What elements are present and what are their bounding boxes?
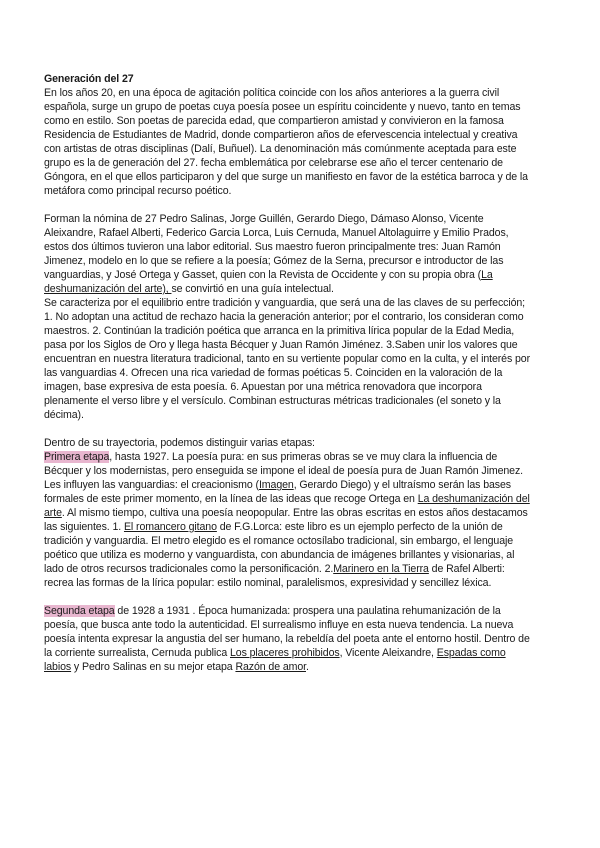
paragraph-gap [44,198,534,212]
underlined-title: La deshumanización del arte [44,493,530,519]
paragraph-stages-intro: Dentro de su trayectoria, podemos distinguir varias etapas: [44,437,315,449]
underlined-title: Los placeres prohibidos [230,647,340,659]
text-segment: , Gerardo Diego) y el ultraísmo serán las bases formales de este primer momento, en la línea de las ideas que recoge Ortega en [44,479,511,505]
text-segment: se convirtió en una guía intelectual. [171,283,334,295]
text-segment: de Rafel Alberti: recrea las formas de la lírica popular: estilo nominal, paralelismos, expresividad y sencillez léxica. [44,563,505,589]
paragraph-characteristics: Se caracteriza por el equilibrio entre tradición y vanguardia, que será una de las claves de su perfección; 1. No adoptan una actitud de rechazo hacia la generación anterior; por el contrario, los consideran como maestros. 2. Continúan la tradición poética que arranca en la primitiva lírica popular de la Edad Media, pasa por los Siglos de Oro y llega hasta Bécquer y Juan Ramón Jiménez. 3.Saben unir los valores que encuentran en nuestra literatura tradicional, tanto en su vertiente popular como en la culta, y el interés por las vanguardias 4. Ofrecen una rica variedad de formas poéticas 5. Coinciden en la valoración de la imagen, base expresiva de esta poesía. 6. Apuestan por una métrica renovadora que incorpora plenamente el verso libre y el versículo. Combinan estructuras métricas tradicionales (el soneto y la décima). [44,297,531,421]
document-title: Generación del 27 [44,73,134,85]
text-segment: . Al mismo tiempo, cultiva una poesía neopopular. Entre las obras escritas en estos años destacamos las siguientes. 1. [44,507,528,533]
underlined-title: Razón de amor [235,661,306,673]
text-segment: de 1928 a 1931 . Época humanizada: prospera una paulatina rehumanización de la poesía, que busca ante todo la autenticidad. El surrealismo influye en esta nueva tendencia. La nueva poesía intenta expresar la angustia del ser humano, la rebeldía del poeta ante el entorno hostil. Dentro de la corriente surrealista, Cernuda publica [44,605,530,659]
highlight-first-stage: Primera etapa [44,451,110,463]
underlined-title: Marinero en la Tierra [333,563,429,575]
text-segment: , Vicente Aleixandre, [339,647,437,659]
paragraph-intro: En los años 20, en una época de agitación política coincide con los años anteriores a la guerra civil española, surge un grupo de poetas cuya poesía posee un espíritu coincidente y nuevo, tanto en temas como en estilo. Son poetas de parecida edad, que compartieron amistad y convivieron en la famosa Residencia de Estudiantes de Madrid, donde compartieron años de efervescencia intelectual y creativa con artistas de otras disciplinas (Dalí, Buñuel). La denominación más comúnmente aceptada para este grupo es la de generación del 27. fecha emblemática por celebrarse ese año el tercer centenario de Góngora, en el que ellos participaron y del que surge un manifiesto en favor de la estética barroca y de la metáfora como principal recurso poético. [44,87,528,197]
underlined-title: El romancero gitano [123,521,217,533]
text-segment: Forman la nómina de 27 Pedro Salinas, Jorge Guillén, Gerardo Diego, Dámaso Alonso, Vicente Aleixandre, Rafael Alberti, Federico Garcia Lorca, Luis Cernuda, Manuel Altolaguirre y Emilio Prados, estos dos últimos tuvieron una labor editorial. Sus maestro fueron principalmente tres: Juan Ramón Jimenez, modelo en lo que se refiere a la poesía; Gómez de la Serna, precursor e introductor de las vanguardias, y José Ortega y Gasset, quien con la Revista de Occidente y con su propia obra ( [44,213,509,281]
underlined-title: Espadas como labios [44,647,506,673]
text-segment: de F.G.Lorca: este libro es un ejemplo perfecto de la unión de tradición y vanguardia. El metro elegido es el romance octosílabo tradicional, sin embargo, el lenguaje poético que utiliza es moderno y vanguardista, con abundancia de imágenes brillantes y visionarias, al lado de otros recursos tradicionales como la personificación. 2. [44,521,515,575]
text-segment: , hasta 1927. La poesía pura: en sus primeras obras se ve muy clara la influencia de Bécquer y los modernistas, pero enseguida se impone el ideal de poesía pura de Juan Ramón Jimenez. Les influyen las vanguardias: el creacionismo ( [44,451,523,491]
paragraph-first-stage [44,450,534,590]
paragraph-second-stage [44,604,534,674]
text-segment: y Pedro Salinas en su mejor etapa [71,661,236,673]
text-segment: . [305,661,309,673]
paragraph-gap [44,422,534,436]
document-body [44,72,534,674]
paragraph-members [44,212,534,296]
underlined-title: Imagen [258,479,294,491]
paragraph-gap [44,590,534,604]
highlight-second-stage: Segunda etapa [44,605,115,617]
underlined-title: La deshumanización del arte), [44,269,493,295]
